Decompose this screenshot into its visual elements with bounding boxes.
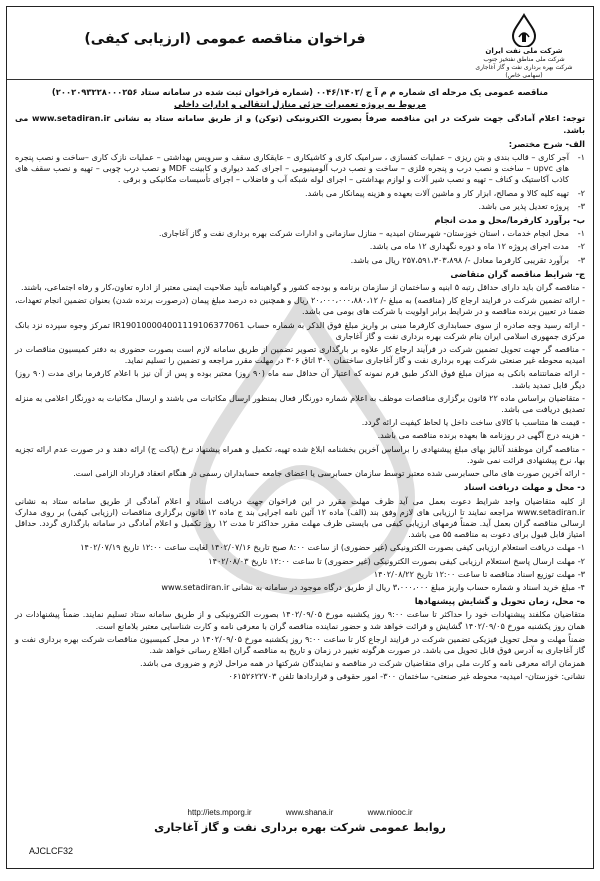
logo-line-2: شرکت ملی مناطق نفتخیز جنوب bbox=[483, 56, 565, 63]
item-number: ۱- bbox=[577, 152, 585, 163]
paragraph: - مناقصه گر جهت تحویل تضمین شرکت در فرآیند ارجاع کار علاوه بر بارگذاری تصویر تضمین از طریق سامانه لازم است بصورت حضوری به دفتر کمیسیون مناقصات در امیدیه محوطه غیر صنعتی شرکت بهره برداری نفت و گاز آغاجاری ساختمان ۳۰۰ اتاق ۳۰۶ در مهلت مقرر مراجعه و تضمین را تسلیم نماید. bbox=[15, 344, 585, 366]
list-item bbox=[15, 241, 585, 252]
item-number: ۳- bbox=[577, 254, 585, 265]
page-title: فراخوان مناقصه عمومی (ارزیابی کیفی) bbox=[84, 31, 366, 47]
item-text: تهیه کلیه کالا و مصالح، ابزار کار و ماشین آلات بعهده و هزینه پیمانکار می باشد. bbox=[305, 187, 569, 198]
paragraph: - ارائه تضمین شرکت در فرایند ارجاع کار (مناقصه) به مبلغ -/ ۲۰،۰۰۰،۰۰۰،۸۸۰،۱۲ ریال و همچنین ده درصد مبلغ پیمان (درصورت برنده شدن) بعنوان تضمین انجام تعهدات، ضمنا در تعیین برنده مناقصه و در شرایط برابر اولویت با شرکت های بومی می باشد. bbox=[15, 295, 585, 317]
footer-link-shana[interactable]: www.shana.ir bbox=[285, 808, 334, 817]
item-text: محل انجام خدمات ، استان خوزستان- شهرستان امیدیه – منازل سازمانی و ادارات شرکت بهره برداری نفت و گاز آغاجاری. bbox=[158, 228, 569, 239]
paragraph: - قیمت ها متناسب با کالای ساخت داخل یا لحاظ کیفیت ارائه گردد. bbox=[361, 417, 585, 428]
paragraph: ۳- مهلت توزیع اسناد مناقصه تا ساعت ۱۲:۰۰ تاریخ ۱۴۰۲/۰۸/۲۲ bbox=[373, 568, 585, 579]
list-item bbox=[15, 152, 585, 186]
footer-link-niooc[interactable]: www.niooc.ir bbox=[367, 808, 413, 817]
paragraph: - متقاضیان براساس ماده ۲۲ قانون برگزاری مناقصات موظف به اعلام شماره دورنگار فعال بمنظور ارسال مکاتبات می باشند و ارسال مکاتبات به دورنگار اعلامی به منزله تصدیق دریافت می باشد. bbox=[15, 392, 585, 415]
paragraph: ۴- مبلغ خرید اسناد و شماره حساب واریز مبلغ ۳،۰۰۰،۰۰۰ ریال از طریق درگاه موجود در سامانه به نشانی www.setadiran.ir bbox=[161, 581, 585, 592]
paragraph: ۲- مهلت ارسال پاسخ استعلام ارزیابی کیفی بصورت الکترونیکی (غیر حضوری) تا ساعت ۱۲:۰۰ تاریخ ۱۴۰۲/۰۸/۰۳ bbox=[208, 555, 585, 566]
tender-reference: مناقصه عمومی یک مرحله ای شماره م م آ ج /۰۰۴۶/۱۴۰۲ (شماره فراخوان ثبت شده در سامانه ستاد ۲۰۰۲۰۹۳۲۲۸۰۰۰۲۵۶) bbox=[51, 87, 549, 97]
paragraph: - هزینه درج آگهی در روزنامه ها بعهده برنده مناقصه می باشد. bbox=[377, 430, 585, 441]
section-c-list bbox=[15, 282, 585, 479]
tender-notice bbox=[6, 6, 594, 869]
tender-subject: مربوط به پروژه تعمیرات جزئی منازل انتقالی و ادارات داخلی bbox=[173, 99, 427, 110]
item-number: ۱- bbox=[577, 228, 585, 239]
item-text: پروژه تعدیل پذیر می باشد. bbox=[478, 200, 569, 211]
item-number: ۲- bbox=[577, 187, 585, 198]
logo-line-3: شرکت بهره برداری نفت و گاز آغاجاری (سهامی خاص) bbox=[475, 64, 573, 79]
section-d-title: د- محل و مهلت دریافت اسناد bbox=[464, 482, 585, 493]
paragraph: متقاضیان مکلفند پیشنهادات خود را حداکثر تا ساعت ۹:۰۰ روز یکشنبه مورخ ۱۴۰۲/۰۹/۰۵ بصورت الکترونیکی و از طریق سامانه ستاد تسلیم نمایند. ضمناً پیشنهادات در همان روز یکشنبه مورخ ۱۴۰۲/۰۹/۰۵ گشایش و قرائت خواهد شد و حضور نماینده مناقصه گران با معرفی نامه و کارت شناسایی معتبر بلامانع است. bbox=[15, 609, 585, 631]
section-d-list bbox=[15, 496, 585, 594]
notice-body bbox=[7, 80, 593, 683]
paragraph: - ارائه ضمانتنامه بانکی به میزان مبلغ فوق الذکر طبق فرم نمونه که اعتبار آن حداقل سه ماه (۹۰ روز) معتبر بوده و پس از آن نیز با اعلام کارفرما برای مدت (۹۰ روز) دیگر قابل تمدید باشد. bbox=[15, 368, 585, 390]
oil-drop-icon bbox=[507, 13, 541, 47]
paragraph: ۱- مهلت دریافت استعلام ارزیابی کیفی بصورت الکترونیکی (غیر حضوری) از ساعت ۸:۰۰ صبح تاریخ ۱۴۰۲/۰۷/۱۶ لغایت ساعت ۱۲:۰۰ تاریخ ۱۴۰۲/۰۷/۱۹ bbox=[80, 542, 585, 553]
list-item bbox=[15, 255, 585, 266]
paragraph: - مناقصه گران باید دارای حداقل رتبه ۵ ابنیه و ساختمان از سازمان برنامه و بودجه کشور و گواهینامه تأیید صلاحیت ایمنی معتبر از اداره تعاون،کار و رفاه اجتماعی، باشند. bbox=[20, 282, 585, 293]
item-number: ۲- bbox=[577, 241, 585, 252]
paragraph: همزمان ارائه معرفی نامه و کارت ملی برای متقاضیان شرکت در مناقصه و نمایندگان شرکتها در همه مراحل لازم و ضروری می باشد. bbox=[140, 658, 585, 669]
list-item bbox=[15, 228, 585, 239]
paragraph: نشانی: خوزستان- امیدیه- محوطه غیر صنعتی- ساختمان ۳۰۰- امور حقوقی و قراردادها تلفن ۰۶۱۵۲۶۲۲۷۰۳ bbox=[228, 671, 585, 682]
section-a-title: الف- شرح مختصر: bbox=[508, 138, 585, 149]
section-e-title: ه- محل، زمان تحویل و گشایش پیشنهادها bbox=[414, 596, 585, 607]
footer bbox=[7, 808, 593, 834]
footer-link-iets[interactable]: http://iets.mporg.ir bbox=[187, 808, 252, 817]
document-code: AJCLCF32 bbox=[29, 846, 74, 856]
paragraph: - مناقصه گران موظفند آنالیز بهای مبلغ پیشنهادی را براساس آخرین بخشنامه ابلاغ شده تهیه، تکمیل و همراه پیشنهاد نرخ (پاکت ج) ارائه دهند و در صورت عدم ارائه تجزیه بها، نرخ پیشنهادی قرائت نمی شود. bbox=[15, 443, 585, 465]
section-b-title: ب- برآورد کارفرما/محل و مدت انجام bbox=[434, 215, 585, 226]
item-number: ۳- bbox=[577, 200, 585, 211]
paragraph: ضمناً مهلت و محل تحویل فیزیکی تضمین شرکت در فرایند ارجاع کار تا ساعت ۹:۰۰ روز یکشنبه مورخ ۱۴۰۲/۰۹/۰۵ در محل کمیسیون مناقصات شرکت بهره برداری نفت و گاز آغاجاری به آدرس فوق قابل تحویل می باشد. در صورت هرگونه تغییر در زمان و تاریخ به مناقصه گران اطلاع رسانی خواهد شد. bbox=[15, 633, 585, 655]
item-text: برآورد تقریبی کارفرما معادل -/ ۲۵۷،۵۹۱،۳۰۳،۸۹۸ ریال می باشد. bbox=[350, 254, 569, 265]
section-c-title: ج- شرایط مناقصه گران متقاضی bbox=[450, 268, 585, 279]
notice-attention: توجه: اعلام آمادگی جهت شرکت در این مناقصه صرفاً بصورت الکترونیکی (توکن) و از طریق سامانه ستاد به نشانی www.setadiran.ir می باشد. bbox=[15, 113, 585, 135]
list-item bbox=[15, 201, 585, 212]
paragraph: از کلیه متقاضیان واجد شرایط دعوت بعمل می آید ظرف مهلت مقرر در این فراخوان جهت دریافت اسناد و اعلام آمادگی از طریق سامانه ستاد به نشانی www.setadiran.ir مراجعه نمایند تا ارزیابی های لازم وفق بند (الف) ماده ۱۲ آئین نامه اجرایی بند ج ماده ۱۲ قانون برگزاری مناقصات (ارزیابی کیفی) بر روی مدارک ارسالی مناقصه گران بعمل آید. ضمناً فرمهای ارزیابی کیفی می بایستی ظرف مهلت مقرر حداکثر تا مدت ۱۲ روز تکمیل و اعلام آمادگی در سامانه بارگذاری گردد. حداقل امتیاز قابل قبول برای دعوت به مناقصه ۵۵ می باشد. bbox=[15, 495, 586, 540]
section-a-list bbox=[15, 152, 585, 212]
footer-sites bbox=[7, 808, 593, 817]
section-e-list bbox=[15, 609, 585, 682]
public-relations: روابط عمومی شرکت بهره برداری نفت و گاز آغاجاری bbox=[154, 821, 446, 834]
item-text: مدت اجرای پروژه ۱۲ ماه و دوره نگهداری ۱۲ ماه می باشد. bbox=[369, 241, 569, 252]
section-b-list bbox=[15, 228, 585, 266]
header bbox=[7, 7, 593, 80]
list-item bbox=[15, 188, 585, 199]
item-text: آجر کاری – قالب بندی و بتن ریزی – عملیات کفسازی ، سرامیک کاری و کاشیکاری – عایقکاری سقف و سرویس بهداشتی – عملیات نازک کاری –ساخت و نصب پنجره های upvc – ساخت و نصب درب و پنجره فلزی – ساخت و نصب درب آلومینیومی – اجرای کمد دیواری و کابینت MDF و نصب درب چوبی – تهیه و نصب سقف های کاذب آکاستیک و کناف – تهیه و نصب شیر آلات و لوازم بهداشتی – اجرای لوله شبکه آب و فاضلاب – اجرای تأسیسات مکانیکی و برقی . bbox=[15, 152, 569, 185]
paragraph: - ارائه آخرین صورت های مالی حسابرسی شده معتبر توسط سازمان حسابرسی یا اعضای جامعه حسابداران رسمی در هنگام انعقاد قرارداد الزامی است. bbox=[73, 468, 585, 479]
company-logo bbox=[465, 13, 583, 80]
logo-line-1: شرکت ملی نفت ایران bbox=[485, 47, 563, 55]
paragraph: - ارائه رسید وجه صادره از سوی حسابداری کارفرما مبنی بر واریز مبلغ فوق الذکر به شماره حساب IR190100004001119106377061 تمرکز وجوه سپرده نزد بانک مرکزی جمهوری اسلامی ایران بنام شرکت بهره برداری نفت و گاز آغاجاری bbox=[15, 319, 585, 341]
